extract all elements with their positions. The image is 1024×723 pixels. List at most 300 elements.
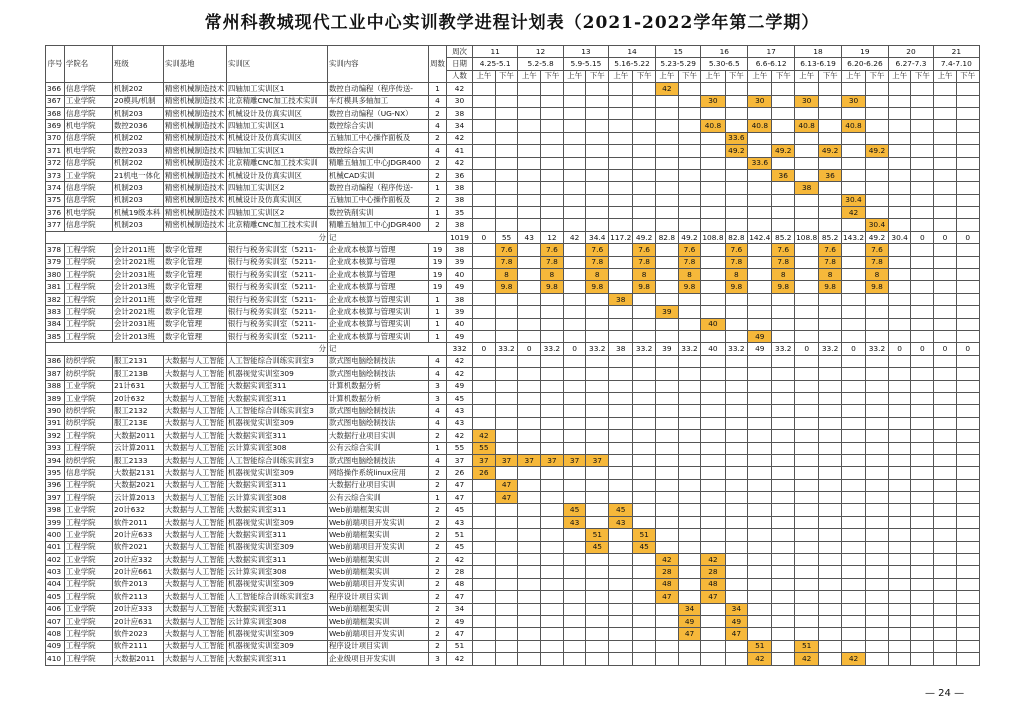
subtotal-total: 332 <box>447 343 473 355</box>
schedule-slot <box>655 182 678 194</box>
table-row <box>46 479 980 491</box>
schedule-slot <box>819 380 842 392</box>
schedule-slot <box>701 107 725 119</box>
schedule-slot <box>795 554 819 566</box>
schedule-slot <box>473 318 496 330</box>
table-row <box>46 405 980 417</box>
row-seq: 392 <box>46 430 65 442</box>
schedule-slot-filled: 9.8 <box>633 281 656 293</box>
schedule-slot <box>866 120 889 132</box>
schedule-slot <box>586 368 609 380</box>
schedule-slot <box>609 479 633 491</box>
schedule-slot <box>934 504 957 516</box>
schedule-slot <box>795 169 819 181</box>
schedule-slot <box>518 615 541 627</box>
schedule-slot <box>541 392 564 404</box>
schedule-slot-filled: 8 <box>819 269 842 281</box>
schedule-slot <box>678 145 701 157</box>
schedule-slot <box>495 640 518 652</box>
schedule-slot <box>934 306 957 318</box>
schedule-slot <box>541 653 564 665</box>
schedule-slot <box>888 281 911 293</box>
schedule-slot <box>956 169 979 181</box>
schedule-slot <box>518 293 541 305</box>
schedule-slot <box>748 591 772 603</box>
schedule-slot-filled: 8 <box>678 269 701 281</box>
schedule-slot <box>819 392 842 404</box>
subtotal-cell: 55 <box>495 231 518 243</box>
schedule-slot <box>633 157 656 169</box>
schedule-slot <box>866 405 889 417</box>
row-class: 会计2013班 <box>113 281 164 293</box>
schedule-slot <box>655 368 678 380</box>
row-weeks: 2 <box>429 516 447 528</box>
schedule-slot <box>748 107 772 119</box>
schedule-slot-filled: 30 <box>795 95 819 107</box>
schedule-slot-filled: 37 <box>541 454 564 466</box>
schedule-slot <box>911 95 934 107</box>
schedule-slot <box>795 442 819 454</box>
row-area: 四轴加工实训区1 <box>227 145 328 157</box>
row-seq: 395 <box>46 467 65 479</box>
row-base: 数字化管理 <box>164 306 227 318</box>
schedule-slot <box>934 107 957 119</box>
row-base: 大数据与人工智能 <box>164 578 227 590</box>
schedule-slot <box>473 529 496 541</box>
row-area: 云计算实训室308 <box>227 566 328 578</box>
row-base: 大数据与人工智能 <box>164 516 227 528</box>
schedule-slot <box>655 492 678 504</box>
row-area: 大数据实训室311 <box>227 653 328 665</box>
week-number: 12 <box>518 46 563 58</box>
schedule-slot <box>725 318 748 330</box>
row-class: 20模具/机制 <box>113 95 164 107</box>
schedule-slot <box>655 467 678 479</box>
row-school: 工业学院 <box>65 566 113 578</box>
schedule-slot <box>934 281 957 293</box>
schedule-slot <box>609 269 633 281</box>
schedule-slot <box>678 492 701 504</box>
schedule-slot <box>819 541 842 553</box>
schedule-slot-filled: 8 <box>633 269 656 281</box>
row-weeks: 1 <box>429 492 447 504</box>
schedule-slot <box>586 293 609 305</box>
schedule-slot <box>841 554 865 566</box>
schedule-slot <box>725 467 748 479</box>
schedule-slot <box>586 467 609 479</box>
schedule-slot-filled: 8 <box>495 269 518 281</box>
schedule-slot <box>609 541 633 553</box>
week-date: 6.6-6.12 <box>748 58 795 70</box>
schedule-slot <box>866 479 889 491</box>
schedule-slot <box>541 120 564 132</box>
schedule-slot <box>655 207 678 219</box>
schedule-slot <box>473 281 496 293</box>
row-school: 工程学院 <box>65 541 113 553</box>
schedule-slot <box>888 368 911 380</box>
row-weeks: 2 <box>429 541 447 553</box>
schedule-slot <box>841 169 865 181</box>
schedule-slot <box>795 566 819 578</box>
schedule-slot <box>725 207 748 219</box>
schedule-slot <box>518 95 541 107</box>
table-row <box>46 368 980 380</box>
schedule-slot <box>495 628 518 640</box>
schedule-slot <box>748 269 772 281</box>
schedule-slot <box>586 318 609 330</box>
row-base: 精密机械制造技术 <box>164 219 227 231</box>
schedule-slot <box>473 578 496 590</box>
schedule-slot <box>655 269 678 281</box>
subtotal-row <box>46 343 980 355</box>
row-school: 信息学院 <box>65 182 113 194</box>
row-class: 20计632 <box>113 504 164 516</box>
row-seq: 385 <box>46 330 65 342</box>
schedule-slot-filled: 49 <box>725 615 748 627</box>
schedule-slot <box>725 454 748 466</box>
row-content: 网络操作系统linux应用 <box>328 467 429 479</box>
row-class: 20计应332 <box>113 554 164 566</box>
schedule-slot <box>518 591 541 603</box>
row-content: 款式图电脑绘制技法 <box>328 368 429 380</box>
schedule-slot <box>911 405 934 417</box>
schedule-slot <box>541 380 564 392</box>
schedule-slot <box>655 95 678 107</box>
row-class: 软件2111 <box>113 640 164 652</box>
subtotal-label-a: 分 <box>227 343 328 355</box>
schedule-slot <box>609 355 633 367</box>
schedule-slot <box>934 256 957 268</box>
schedule-slot <box>956 578 979 590</box>
schedule-slot <box>748 318 772 330</box>
schedule-slot <box>911 293 934 305</box>
row-weeks: 4 <box>429 145 447 157</box>
schedule-slot <box>934 219 957 231</box>
schedule-slot <box>795 392 819 404</box>
schedule-slot <box>888 355 911 367</box>
schedule-slot <box>473 492 496 504</box>
schedule-slot <box>633 454 656 466</box>
table-row <box>46 615 980 627</box>
table-row <box>46 318 980 330</box>
schedule-slot <box>795 132 819 144</box>
subtotal-label-b: 记 <box>328 231 447 243</box>
schedule-slot <box>795 157 819 169</box>
schedule-slot <box>934 169 957 181</box>
row-content: 大数据行业项目实训 <box>328 430 429 442</box>
schedule-slot-filled: 8 <box>586 269 609 281</box>
schedule-slot <box>772 591 795 603</box>
row-weeks: 2 <box>429 628 447 640</box>
schedule-slot <box>956 157 979 169</box>
schedule-slot <box>911 318 934 330</box>
schedule-slot <box>586 603 609 615</box>
schedule-slot <box>609 281 633 293</box>
schedule-slot <box>866 83 889 95</box>
row-content: 企业成本核算与管理 <box>328 281 429 293</box>
schedule-slot <box>563 591 586 603</box>
week-date: 5.2-5.8 <box>518 58 563 70</box>
schedule-slot <box>701 256 725 268</box>
schedule-slot <box>841 578 865 590</box>
schedule-slot <box>563 318 586 330</box>
table-row <box>46 95 980 107</box>
schedule-slot <box>701 219 725 231</box>
schedule-slot <box>563 120 586 132</box>
row-people: 26 <box>447 467 473 479</box>
row-weeks: 1 <box>429 207 447 219</box>
row-content: 数控铣削实训 <box>328 207 429 219</box>
schedule-slot <box>841 442 865 454</box>
row-base: 数字化管理 <box>164 293 227 305</box>
schedule-slot <box>934 83 957 95</box>
schedule-slot <box>866 603 889 615</box>
row-school: 工业学院 <box>65 392 113 404</box>
schedule-slot <box>609 603 633 615</box>
schedule-slot <box>819 615 842 627</box>
schedule-slot <box>633 83 656 95</box>
schedule-slot <box>655 479 678 491</box>
schedule-slot <box>541 591 564 603</box>
row-school: 工程学院 <box>65 479 113 491</box>
schedule-slot <box>495 182 518 194</box>
schedule-slot-filled: 9.8 <box>541 281 564 293</box>
row-school: 工程学院 <box>65 306 113 318</box>
row-area: 北京精雕CNC加工技术实训 <box>227 157 328 169</box>
schedule-slot <box>678 182 701 194</box>
schedule-slot-filled: 42 <box>841 653 865 665</box>
row-weeks: 2 <box>429 169 447 181</box>
schedule-slot <box>701 454 725 466</box>
schedule-slot <box>956 281 979 293</box>
schedule-slot-filled: 42 <box>795 653 819 665</box>
schedule-slot <box>518 442 541 454</box>
schedule-slot <box>841 219 865 231</box>
row-area: 北京精雕CNC加工技术实训 <box>227 219 328 231</box>
row-school: 工业学院 <box>65 380 113 392</box>
schedule-slot <box>888 492 911 504</box>
schedule-slot <box>541 566 564 578</box>
schedule-slot <box>586 640 609 652</box>
row-class: 20计应631 <box>113 615 164 627</box>
row-class: 数控2033 <box>113 145 164 157</box>
schedule-slot <box>586 132 609 144</box>
schedule-slot <box>888 516 911 528</box>
schedule-slot <box>563 554 586 566</box>
schedule-slot <box>819 603 842 615</box>
header-weeks: 周数 <box>429 46 447 83</box>
header-class: 班级 <box>113 46 164 83</box>
schedule-slot <box>956 467 979 479</box>
schedule-slot <box>841 330 865 342</box>
schedule-slot <box>586 392 609 404</box>
row-weeks: 1 <box>429 306 447 318</box>
table-row <box>46 392 980 404</box>
schedule-slot <box>495 566 518 578</box>
schedule-slot-filled: 8 <box>725 269 748 281</box>
week-number: 13 <box>563 46 608 58</box>
row-class: 会计2021班 <box>113 256 164 268</box>
schedule-slot <box>725 194 748 206</box>
schedule-slot <box>609 107 633 119</box>
row-content: 企业成本核算与管理 <box>328 244 429 256</box>
subtotal-cell: 117.2 <box>609 231 633 243</box>
table-row <box>46 132 980 144</box>
schedule-slot <box>701 504 725 516</box>
schedule-slot <box>678 442 701 454</box>
table-row <box>46 306 980 318</box>
schedule-slot <box>563 380 586 392</box>
schedule-slot <box>473 417 496 429</box>
schedule-slot <box>655 454 678 466</box>
schedule-slot <box>609 219 633 231</box>
schedule-slot-filled: 7.8 <box>586 256 609 268</box>
row-content: Web前端框架实训 <box>328 603 429 615</box>
schedule-slot <box>841 281 865 293</box>
schedule-slot <box>819 504 842 516</box>
schedule-slot <box>772 566 795 578</box>
schedule-slot <box>772 132 795 144</box>
row-seq: 390 <box>46 405 65 417</box>
schedule-slot <box>655 603 678 615</box>
row-base: 大数据与人工智能 <box>164 554 227 566</box>
table-row <box>46 157 980 169</box>
schedule-slot <box>866 516 889 528</box>
row-people: 42 <box>447 132 473 144</box>
schedule-slot <box>819 83 842 95</box>
row-people: 42 <box>447 368 473 380</box>
schedule-slot <box>795 207 819 219</box>
schedule-slot <box>956 145 979 157</box>
schedule-slot <box>819 107 842 119</box>
row-base: 数字化管理 <box>164 244 227 256</box>
schedule-slot <box>956 603 979 615</box>
table-row <box>46 355 980 367</box>
schedule-slot <box>518 182 541 194</box>
schedule-slot <box>819 330 842 342</box>
schedule-slot <box>473 640 496 652</box>
table-row <box>46 107 980 119</box>
schedule-slot <box>563 653 586 665</box>
schedule-slot <box>473 169 496 181</box>
schedule-slot <box>772 442 795 454</box>
schedule-slot <box>748 492 772 504</box>
schedule-slot <box>748 355 772 367</box>
schedule-slot <box>725 653 748 665</box>
schedule-slot <box>518 380 541 392</box>
row-people: 45 <box>447 392 473 404</box>
schedule-slot <box>888 244 911 256</box>
week-date: 6.20-6.26 <box>841 58 888 70</box>
schedule-slot <box>633 430 656 442</box>
schedule-slot <box>772 430 795 442</box>
schedule-slot <box>518 516 541 528</box>
table-row <box>46 380 980 392</box>
schedule-slot-filled: 45 <box>633 541 656 553</box>
schedule-slot <box>609 430 633 442</box>
week-date: 5.23-5.29 <box>655 58 700 70</box>
schedule-slot <box>586 479 609 491</box>
schedule-slot <box>541 157 564 169</box>
row-people: 42 <box>447 355 473 367</box>
schedule-slot <box>956 207 979 219</box>
row-seq: 377 <box>46 219 65 231</box>
schedule-slot-filled: 51 <box>633 529 656 541</box>
table-row <box>46 442 980 454</box>
schedule-slot <box>911 145 934 157</box>
schedule-slot <box>956 330 979 342</box>
schedule-slot <box>772 219 795 231</box>
schedule-slot <box>473 615 496 627</box>
schedule-slot <box>586 355 609 367</box>
schedule-slot <box>609 529 633 541</box>
row-school: 工业学院 <box>65 554 113 566</box>
week-number: 16 <box>701 46 748 58</box>
schedule-slot-filled: 8 <box>541 269 564 281</box>
schedule-slot <box>701 516 725 528</box>
schedule-slot <box>541 355 564 367</box>
schedule-slot <box>633 194 656 206</box>
schedule-slot <box>911 479 934 491</box>
schedule-slot <box>655 529 678 541</box>
schedule-slot <box>911 529 934 541</box>
schedule-slot <box>495 578 518 590</box>
schedule-slot <box>678 554 701 566</box>
schedule-slot <box>563 628 586 640</box>
schedule-slot <box>841 107 865 119</box>
schedule-slot <box>841 566 865 578</box>
row-people: 38 <box>447 293 473 305</box>
schedule-slot <box>586 504 609 516</box>
schedule-slot <box>563 492 586 504</box>
schedule-slot <box>586 145 609 157</box>
am-label: 上午 <box>748 70 772 82</box>
schedule-slot <box>841 591 865 603</box>
schedule-slot <box>518 541 541 553</box>
schedule-slot <box>795 306 819 318</box>
schedule-slot <box>518 640 541 652</box>
row-area: 云计算实训室308 <box>227 615 328 627</box>
row-weeks: 3 <box>429 380 447 392</box>
row-people: 38 <box>447 194 473 206</box>
header-week-no-label: 周次 <box>447 46 473 58</box>
schedule-slot <box>956 269 979 281</box>
schedule-slot <box>911 244 934 256</box>
row-base: 精密机械制造技术 <box>164 120 227 132</box>
schedule-slot <box>934 330 957 342</box>
schedule-slot <box>795 430 819 442</box>
schedule-slot <box>841 603 865 615</box>
pm-label: 下午 <box>586 70 609 82</box>
schedule-slot <box>866 628 889 640</box>
schedule-slot <box>748 281 772 293</box>
schedule-slot <box>841 479 865 491</box>
subtotal-cell: 108.8 <box>701 231 725 243</box>
row-base: 大数据与人工智能 <box>164 430 227 442</box>
subtotal-cell: 40 <box>701 343 725 355</box>
schedule-slot <box>795 454 819 466</box>
schedule-slot-filled: 37 <box>586 454 609 466</box>
schedule-slot-filled: 40 <box>701 318 725 330</box>
schedule-slot <box>956 380 979 392</box>
row-base: 大数据与人工智能 <box>164 591 227 603</box>
schedule-slot <box>819 529 842 541</box>
row-seq: 381 <box>46 281 65 293</box>
schedule-slot <box>541 529 564 541</box>
schedule-slot <box>748 380 772 392</box>
schedule-slot <box>841 368 865 380</box>
row-class: 21机电一体化 <box>113 169 164 181</box>
